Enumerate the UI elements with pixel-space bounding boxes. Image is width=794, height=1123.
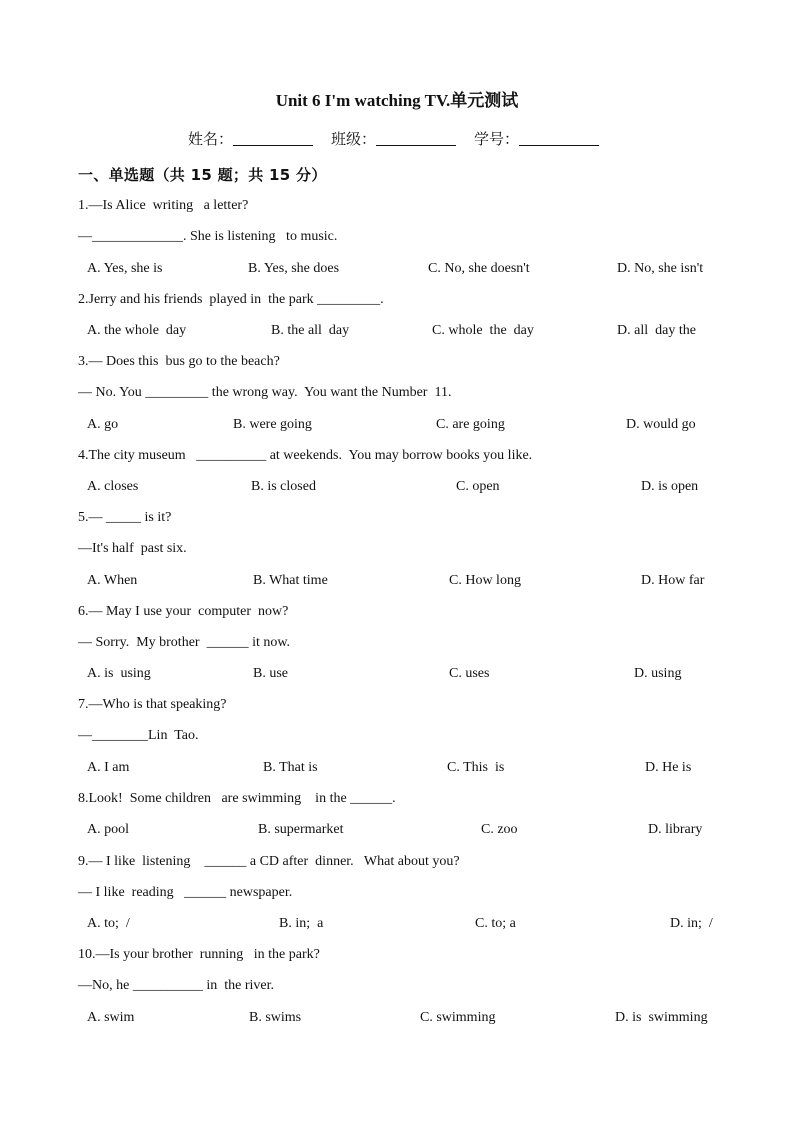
question-5-options — [0, 573, 794, 591]
question-1-line-2: —_____________. She is listening to music. — [78, 229, 338, 244]
option-a[interactable]: A. pool — [87, 822, 129, 837]
option-d[interactable]: D. library — [648, 822, 703, 837]
class-blank[interactable] — [376, 130, 456, 146]
question-8-line-1: 8.Look! Some children are swimming in the ______. — [78, 791, 396, 806]
option-a[interactable]: A. closes — [87, 479, 139, 494]
option-b[interactable]: B. in; a — [279, 916, 324, 931]
question-5-line-1: 5.— _____ is it? — [78, 510, 172, 525]
question-7-line-1: 7.—Who is that speaking? — [78, 697, 227, 712]
question-9-options — [0, 916, 794, 934]
option-c[interactable]: C. zoo — [481, 822, 518, 837]
option-a[interactable]: A. swim — [87, 1010, 135, 1025]
option-d[interactable]: D. is open — [641, 479, 699, 494]
page-title: Unit 6 I'm watching TV.单元测试 — [275, 91, 519, 110]
option-c[interactable]: C. to; a — [475, 916, 516, 931]
question-4-line-1: 4.The city museum __________ at weekends. You may borrow books you like. — [78, 448, 533, 463]
option-b[interactable]: B. supermarket — [258, 822, 344, 837]
question-2-line-1: 2.Jerry and his friends played in the park _________. — [78, 292, 384, 307]
option-d[interactable]: D. No, she isn't — [617, 261, 704, 276]
question-1-line-1: 1.—Is Alice writing a letter? — [78, 198, 249, 213]
option-a[interactable]: A. is using — [87, 666, 151, 681]
option-c[interactable]: C. whole the day — [432, 323, 534, 338]
option-c[interactable]: C. No, she doesn't — [428, 261, 530, 276]
question-1-options — [0, 261, 794, 279]
option-b[interactable]: B. use — [253, 666, 288, 681]
question-5-line-2: —It's half past six. — [78, 541, 187, 556]
question-3-line-1: 3.— Does this bus go to the beach? — [78, 354, 280, 369]
question-8-options — [0, 822, 794, 840]
question-2-options — [0, 323, 794, 341]
option-d[interactable]: D. would go — [626, 417, 696, 432]
option-c[interactable]: C. uses — [449, 666, 490, 681]
question-3-options — [0, 417, 794, 435]
option-c[interactable]: C. are going — [436, 417, 505, 432]
question-6-line-2: — Sorry. My brother ______ it now. — [78, 635, 291, 650]
question-10-line-1: 10.—Is your brother running in the park? — [78, 947, 320, 962]
option-b[interactable]: B. That is — [263, 760, 318, 775]
option-c[interactable]: C. How long — [449, 573, 521, 588]
question-7-line-2: —________Lin Tao. — [78, 728, 199, 743]
option-d[interactable]: D. He is — [645, 760, 692, 775]
option-c[interactable]: C. open — [456, 479, 500, 494]
option-a[interactable]: A. When — [87, 573, 138, 588]
option-c[interactable]: C. swimming — [420, 1010, 496, 1025]
option-d[interactable]: D. How far — [641, 573, 705, 588]
option-a[interactable]: A. go — [87, 417, 119, 432]
option-d[interactable]: D. using — [634, 666, 682, 681]
question-9-line-2: — I like reading ______ newspaper. — [78, 885, 293, 900]
option-d[interactable]: D. all day the — [617, 323, 696, 338]
number-label: 学号： — [474, 132, 520, 148]
section-title: 一、单选题（共 15 题；共 15 分） — [78, 166, 327, 184]
option-b[interactable]: B. is closed — [251, 479, 316, 494]
option-a[interactable]: A. Yes, she is — [87, 261, 163, 276]
option-a[interactable]: A. to; / — [87, 916, 130, 931]
question-10-line-2: —No, he __________ in the river. — [78, 978, 274, 993]
question-3-line-2: — No. You _________ the wrong way. You want the Number 11. — [78, 385, 452, 400]
question-9-line-1: 9.— I like listening ______ a CD after dinner. What about you? — [78, 854, 460, 869]
option-b[interactable]: B. were going — [233, 417, 312, 432]
question-6-line-1: 6.— May I use your computer now? — [78, 604, 289, 619]
option-d[interactable]: D. is swimming — [615, 1010, 708, 1025]
class-label: 班级： — [331, 132, 377, 148]
option-a[interactable]: A. the whole day — [87, 323, 187, 338]
option-b[interactable]: B. swims — [249, 1010, 302, 1025]
question-4-options — [0, 479, 794, 497]
number-blank[interactable] — [519, 130, 599, 146]
option-c[interactable]: C. This is — [447, 760, 505, 775]
option-b[interactable]: B. the all day — [271, 323, 350, 338]
option-b[interactable]: B. What time — [253, 573, 328, 588]
option-b[interactable]: B. Yes, she does — [248, 261, 340, 276]
question-10-options — [0, 1010, 794, 1028]
name-label: 姓名： — [188, 132, 234, 148]
student-info-fields — [188, 128, 599, 149]
question-6-options — [0, 666, 794, 684]
question-7-options — [0, 760, 794, 778]
option-a[interactable]: A. I am — [87, 760, 130, 775]
name-blank[interactable] — [233, 130, 313, 146]
option-d[interactable]: D. in; / — [670, 916, 713, 931]
